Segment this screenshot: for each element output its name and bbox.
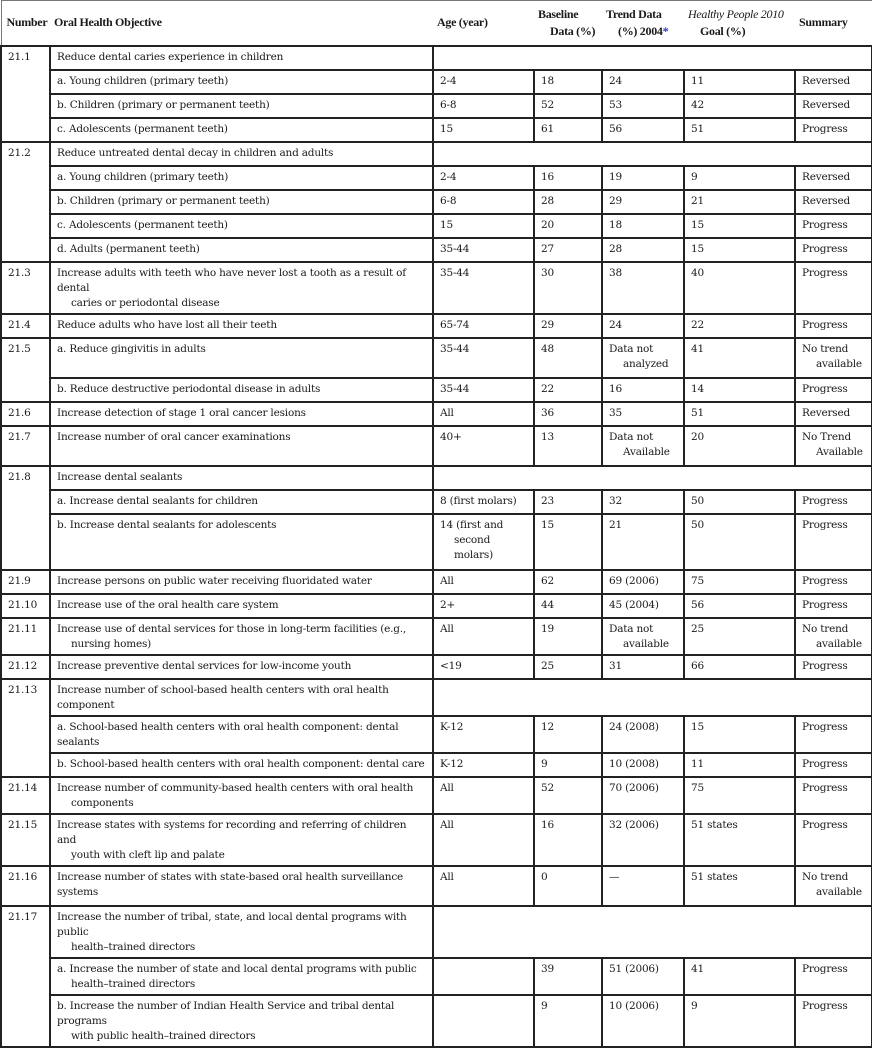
objective-text: b. Reduce destructive periodontal disease in adults	[50, 378, 433, 402]
age-cell: 35-44	[433, 238, 534, 262]
table-row	[1, 958, 872, 995]
trend-cell: 32	[602, 490, 684, 514]
table-row	[1, 214, 872, 238]
objective-number: 21.9	[1, 570, 50, 594]
goal-cell: 50	[684, 514, 795, 570]
objective-text: b. Children (primary or permanent teeth)	[50, 94, 433, 118]
baseline-cell: 20	[534, 214, 602, 238]
objective-line2: health–trained directors	[71, 940, 196, 953]
header-baseline	[534, 1, 602, 46]
age-cell: K-12	[433, 716, 534, 753]
objective-line1: Increase adults with teeth who have never lost a tooth as a result of dental	[57, 266, 406, 294]
objective-number: 21.4	[1, 314, 50, 338]
trend-cell	[602, 426, 684, 466]
table-row	[1, 190, 872, 214]
objective-number: 21.3	[1, 262, 50, 314]
objective-number: 21.7	[1, 426, 50, 466]
objective-number: 21.10	[1, 594, 50, 618]
header-objective: Oral Health Objective	[50, 1, 433, 46]
table-row	[1, 378, 872, 402]
baseline-cell: 16	[534, 166, 602, 190]
objective-line2: caries or periodontal disease	[71, 296, 220, 309]
summary-cell: Progress	[795, 238, 872, 262]
trend-cell: 24	[602, 314, 684, 338]
trend-line1: Data not	[609, 342, 654, 355]
goal-cell: 11	[684, 70, 795, 94]
trend-cell: 16	[602, 378, 684, 402]
objective-text: Increase use of the oral health care system	[50, 594, 433, 618]
objective-text	[50, 958, 433, 995]
objective-number: 21.6	[1, 402, 50, 426]
baseline-cell: 36	[534, 402, 602, 426]
objective-text: b. Children (primary or permanent teeth)	[50, 190, 433, 214]
goal-cell: 9	[684, 995, 795, 1047]
objective-line1: Increase use of dental services for those in long-term facilities (e.g.,	[57, 622, 407, 635]
empty-cell	[433, 46, 872, 70]
table-row	[1, 426, 872, 466]
trend-cell: 10 (2006)	[602, 995, 684, 1047]
summary-line2: Available	[816, 445, 863, 458]
objective-text: Increase dental sealants	[50, 466, 433, 490]
table-row	[1, 46, 872, 70]
summary-cell: Reversed	[795, 94, 872, 118]
baseline-cell: 9	[534, 995, 602, 1047]
table-row	[1, 466, 872, 490]
table-row	[1, 594, 872, 618]
table-row	[1, 753, 872, 777]
table-row	[1, 238, 872, 262]
goal-cell: 51 states	[684, 814, 795, 866]
summary-cell: Reversed	[795, 166, 872, 190]
summary-cell: Progress	[795, 814, 872, 866]
objective-number: 21.15	[1, 814, 50, 866]
trend-cell	[602, 618, 684, 655]
header-baseline-line1: Baseline	[538, 6, 579, 21]
goal-cell: 22	[684, 314, 795, 338]
summary-line1: No trend	[802, 622, 849, 635]
summary-cell: Reversed	[795, 70, 872, 94]
summary-cell: Progress	[795, 214, 872, 238]
age-cell	[433, 958, 534, 995]
age-cell: All	[433, 402, 534, 426]
objective-number: 21.1	[1, 46, 50, 142]
summary-cell	[795, 338, 872, 378]
trend-line2: Available	[623, 445, 670, 458]
trend-line1: Data not	[609, 622, 654, 635]
objective-text: Reduce untreated dental decay in children and adults	[50, 142, 433, 166]
trend-cell	[602, 338, 684, 378]
trend-cell: 51 (2006)	[602, 958, 684, 995]
objective-line2: health–trained directors	[71, 977, 196, 990]
objective-line1: a. Increase the number of state and local dental programs with public	[57, 962, 417, 975]
objective-text: a. Increase dental sealants for children	[50, 490, 433, 514]
table-header-row	[1, 1, 872, 46]
summary-cell	[795, 866, 872, 906]
objective-text: a. Young children (primary teeth)	[50, 166, 433, 190]
empty-cell	[433, 679, 872, 716]
objective-line1: Increase number of community-based health centers with oral health	[57, 781, 414, 794]
summary-cell	[795, 426, 872, 466]
header-goal-line2: Goal (%)	[700, 23, 746, 38]
table-row	[1, 142, 872, 166]
table-row	[1, 618, 872, 655]
summary-cell: Progress	[795, 716, 872, 753]
table-row	[1, 338, 872, 378]
summary-cell: Progress	[795, 378, 872, 402]
baseline-cell: 48	[534, 338, 602, 378]
objective-number: 21.11	[1, 618, 50, 655]
goal-cell: 15	[684, 214, 795, 238]
baseline-cell: 62	[534, 570, 602, 594]
objective-line2: nursing homes)	[71, 637, 152, 650]
goal-cell: 15	[684, 716, 795, 753]
header-age: Age (year)	[433, 1, 534, 46]
table-row	[1, 262, 872, 314]
objective-text: Increase persons on public water receiving fluoridated water	[50, 570, 433, 594]
trend-line2: available	[623, 637, 669, 650]
goal-cell: 40	[684, 262, 795, 314]
header-trend-line2: (%) 2004	[618, 23, 663, 38]
summary-cell: Progress	[795, 490, 872, 514]
table-row	[1, 94, 872, 118]
objective-number: 21.13	[1, 679, 50, 777]
baseline-cell: 27	[534, 238, 602, 262]
table-row	[1, 866, 872, 906]
age-cell: All	[433, 866, 534, 906]
baseline-cell: 30	[534, 262, 602, 314]
table-row	[1, 716, 872, 753]
baseline-cell: 19	[534, 618, 602, 655]
header-summary: Summary	[795, 1, 872, 46]
age-line2: second	[454, 533, 491, 546]
goal-cell: 11	[684, 753, 795, 777]
objective-text	[50, 618, 433, 655]
age-cell: 2-4	[433, 166, 534, 190]
summary-cell: Progress	[795, 262, 872, 314]
objective-number: 21.5	[1, 338, 50, 402]
objective-text: Increase number of oral cancer examinations	[50, 426, 433, 466]
age-cell: <19	[433, 655, 534, 679]
trend-cell: 21	[602, 514, 684, 570]
footnote-star-link[interactable]: *	[662, 23, 669, 38]
objective-text: Reduce dental caries experience in children	[50, 46, 433, 70]
table-row	[1, 402, 872, 426]
baseline-cell: 25	[534, 655, 602, 679]
baseline-cell: 28	[534, 190, 602, 214]
objective-text: a. Young children (primary teeth)	[50, 70, 433, 94]
objective-line2: with public health–trained directors	[71, 1029, 256, 1042]
summary-line2: available	[816, 637, 862, 650]
table-row	[1, 655, 872, 679]
age-cell: 2-4	[433, 70, 534, 94]
objective-line1: Increase states with systems for recording and referring of children and	[57, 818, 407, 846]
goal-cell: 25	[684, 618, 795, 655]
summary-cell: Progress	[795, 777, 872, 814]
objective-text: c. Adolescents (permanent teeth)	[50, 118, 433, 142]
objective-text: d. Adults (permanent teeth)	[50, 238, 433, 262]
baseline-cell: 29	[534, 314, 602, 338]
table-row	[1, 777, 872, 814]
header-goal	[684, 1, 795, 46]
goal-cell: 75	[684, 777, 795, 814]
objective-line1: Increase the number of tribal, state, and local dental programs with public	[57, 910, 407, 938]
empty-cell	[433, 142, 872, 166]
summary-cell	[795, 618, 872, 655]
summary-line1: No Trend	[802, 430, 851, 443]
table-row	[1, 314, 872, 338]
objective-line1: b. Increase the number of Indian Health Service and tribal dental programs	[57, 999, 395, 1027]
goal-cell: 75	[684, 570, 795, 594]
goal-cell: 9	[684, 166, 795, 190]
goal-cell: 51 states	[684, 866, 795, 906]
baseline-cell: 0	[534, 866, 602, 906]
header-number: Number	[1, 1, 50, 46]
trend-cell: 18	[602, 214, 684, 238]
baseline-cell: 39	[534, 958, 602, 995]
goal-cell: 20	[684, 426, 795, 466]
header-goal-line1: Healthy People 2010	[688, 6, 784, 21]
summary-line2: available	[816, 357, 862, 370]
trend-cell: —	[602, 866, 684, 906]
table-row	[1, 995, 872, 1047]
goal-cell: 14	[684, 378, 795, 402]
objective-text: c. Adolescents (permanent teeth)	[50, 214, 433, 238]
age-cell: 15	[433, 118, 534, 142]
summary-cell: Progress	[795, 514, 872, 570]
table-row	[1, 166, 872, 190]
trend-cell: 29	[602, 190, 684, 214]
table-row	[1, 118, 872, 142]
objective-number: 21.17	[1, 906, 50, 1047]
objective-text	[50, 814, 433, 866]
age-cell: 35-44	[433, 338, 534, 378]
objective-text: Increase number of school-based health centers with oral health component	[50, 679, 433, 716]
age-cell: All	[433, 814, 534, 866]
empty-cell	[433, 906, 872, 958]
age-cell: K-12	[433, 753, 534, 777]
goal-cell: 51	[684, 118, 795, 142]
age-cell: 35-44	[433, 262, 534, 314]
objective-text: Reduce adults who have lost all their teeth	[50, 314, 433, 338]
goal-cell: 56	[684, 594, 795, 618]
summary-cell: Progress	[795, 958, 872, 995]
objective-text: a. Reduce gingivitis in adults	[50, 338, 433, 378]
baseline-cell: 52	[534, 777, 602, 814]
objective-number: 21.14	[1, 777, 50, 814]
goal-cell: 21	[684, 190, 795, 214]
age-cell: 2+	[433, 594, 534, 618]
objective-text: b. Increase dental sealants for adolescents	[50, 514, 433, 570]
goal-cell: 42	[684, 94, 795, 118]
objective-number: 21.2	[1, 142, 50, 262]
objective-text: Increase detection of stage 1 oral cancer lesions	[50, 402, 433, 426]
age-cell: 8 (first molars)	[433, 490, 534, 514]
summary-cell: Progress	[795, 753, 872, 777]
goal-cell: 41	[684, 338, 795, 378]
summary-cell: Progress	[795, 594, 872, 618]
objective-text: Increase preventive dental services for low-income youth	[50, 655, 433, 679]
trend-cell: 28	[602, 238, 684, 262]
table-row	[1, 906, 872, 958]
baseline-cell: 15	[534, 514, 602, 570]
table-row	[1, 679, 872, 716]
age-cell: 6-8	[433, 94, 534, 118]
baseline-cell: 18	[534, 70, 602, 94]
objective-text: Increase number of states with state-based oral health surveillance systems	[50, 866, 433, 906]
goal-cell: 51	[684, 402, 795, 426]
age-cell: All	[433, 618, 534, 655]
trend-cell: 38	[602, 262, 684, 314]
objective-text: a. School-based health centers with oral health component: dental sealants	[50, 716, 433, 753]
age-cell: 6-8	[433, 190, 534, 214]
age-cell: All	[433, 777, 534, 814]
summary-cell: Progress	[795, 570, 872, 594]
summary-line1: No trend	[802, 870, 849, 883]
objective-text: b. School-based health centers with oral health component: dental care	[50, 753, 433, 777]
trend-cell: 10 (2008)	[602, 753, 684, 777]
trend-cell: 24	[602, 70, 684, 94]
age-cell: 15	[433, 214, 534, 238]
trend-cell: 53	[602, 94, 684, 118]
baseline-cell: 44	[534, 594, 602, 618]
baseline-cell: 52	[534, 94, 602, 118]
header-baseline-line2: Data (%)	[550, 23, 596, 38]
objective-text	[50, 777, 433, 814]
age-cell: 65-74	[433, 314, 534, 338]
header-trend	[602, 1, 684, 46]
baseline-cell: 9	[534, 753, 602, 777]
goal-cell: 15	[684, 238, 795, 262]
age-cell: All	[433, 570, 534, 594]
baseline-cell: 13	[534, 426, 602, 466]
trend-cell: 19	[602, 166, 684, 190]
trend-cell: 32 (2006)	[602, 814, 684, 866]
trend-cell: 31	[602, 655, 684, 679]
age-line3: molars)	[454, 548, 494, 561]
header-trend-line1: Trend Data	[606, 6, 662, 21]
objective-number: 21.12	[1, 655, 50, 679]
age-line1: 14 (first and	[440, 518, 504, 531]
objective-number: 21.8	[1, 466, 50, 570]
trend-line2: analyzed	[623, 357, 669, 370]
summary-cell: Progress	[795, 655, 872, 679]
objective-line2: youth with cleft lip and palate	[71, 848, 225, 861]
summary-cell: Reversed	[795, 402, 872, 426]
age-cell: 35-44	[433, 378, 534, 402]
summary-cell: Progress	[795, 314, 872, 338]
summary-cell: Reversed	[795, 190, 872, 214]
baseline-cell: 12	[534, 716, 602, 753]
table-row	[1, 514, 872, 570]
objective-text	[50, 262, 433, 314]
table-row	[1, 70, 872, 94]
age-cell: 40+	[433, 426, 534, 466]
trend-cell: 45 (2004)	[602, 594, 684, 618]
table-row	[1, 814, 872, 866]
age-cell	[433, 995, 534, 1047]
trend-line1: Data not	[609, 430, 654, 443]
trend-cell: 35	[602, 402, 684, 426]
table-row	[1, 490, 872, 514]
empty-cell	[433, 466, 872, 490]
baseline-cell: 16	[534, 814, 602, 866]
summary-cell: Progress	[795, 118, 872, 142]
trend-cell: 70 (2006)	[602, 777, 684, 814]
summary-line1: No trend	[802, 342, 849, 355]
age-cell	[433, 514, 534, 570]
trend-cell: 56	[602, 118, 684, 142]
goal-cell: 66	[684, 655, 795, 679]
summary-cell: Progress	[795, 995, 872, 1047]
trend-cell: 24 (2008)	[602, 716, 684, 753]
objective-text	[50, 906, 433, 958]
objective-text	[50, 995, 433, 1047]
goal-cell: 50	[684, 490, 795, 514]
baseline-cell: 22	[534, 378, 602, 402]
trend-cell: 69 (2006)	[602, 570, 684, 594]
table-row	[1, 570, 872, 594]
baseline-cell: 23	[534, 490, 602, 514]
goal-cell: 41	[684, 958, 795, 995]
baseline-cell: 61	[534, 118, 602, 142]
objective-line2: components	[71, 796, 134, 809]
objective-number: 21.16	[1, 866, 50, 906]
summary-line2: available	[816, 885, 862, 898]
